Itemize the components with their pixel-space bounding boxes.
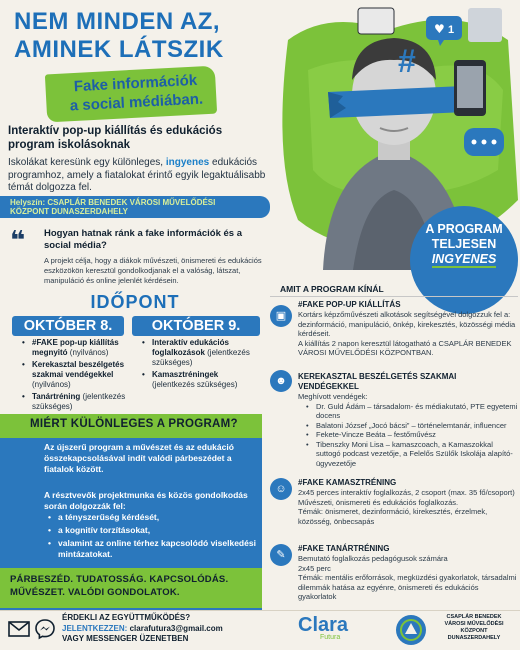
program-item-head: #FAKE POP-UP KIÁLLÍTÁS	[298, 300, 401, 309]
list-item: • Dr. Guld Ádám – társadalom- és médiakutató, PTE egyetemi docens	[298, 402, 518, 421]
program-item-body: Témák: mentális erőforrások, megküzdési gyakorlatok, társadalmi dilemmák hatása az egyénre, önismereti és edukációs gyakorlatok	[298, 573, 517, 601]
why-title: MIÉRT KÜLÖNLEGES A PROGRAM?	[30, 418, 238, 430]
program-item-body: Meghívott vendégek:	[298, 392, 368, 401]
why-paragraph-1: Az újszerű program a művészet és az edukáció összekapcsolásával indít valódi párbeszédet a fiatalok között.	[44, 442, 234, 474]
location-line-2: KÖZPONT DUNASZERDAHELY	[10, 207, 128, 216]
program-item-body: Témák: önismeret, dezinformáció, kirekesztés, érzelmek, közösség, önbecsapás	[298, 507, 488, 526]
subtitle-line-1: Interaktív pop-up kiállítás és edukációs	[8, 125, 223, 137]
like-count: 1	[448, 24, 455, 36]
list-item: • a kognitív torzításokat,	[48, 525, 258, 536]
free-program-text	[410, 222, 518, 267]
intro-part-2: edukációs programhoz, amely a fiatalokat érintő egyik legaktuálisabb témát dolgozza fel.	[8, 157, 266, 193]
slogan-line-2: MŰVÉSZET. VALÓDI GONDOLATOK.	[10, 587, 180, 598]
fake-info-line-2: a social médiában.	[69, 90, 204, 115]
question-body: A projekt célja, hogy a diákok művészeti, önismereti és edukációs eszközökön keresztül gondolkodjanak el a valóság, látszat, manipuláció és online jelenlét kérdésein.	[44, 256, 262, 285]
clara-logo: Clara	[298, 614, 349, 636]
program-item-roundtable	[298, 372, 518, 468]
program-item-body: Bemutató foglalkozás pedagógusok számára	[298, 554, 448, 563]
program-subtitle	[8, 124, 258, 152]
contact-line-1: ÉRDEKLI AZ EGYÜTTMŰKÖDÉS?	[62, 613, 191, 622]
program-item-body: Művészeti, önismereti és edukációs foglalkozás.	[298, 497, 459, 507]
gallery-icon: ▣	[270, 305, 292, 327]
people-icon: ☺	[270, 478, 292, 500]
contact-label: JELENTKEZZEN:	[62, 623, 128, 633]
hashtag-icon: #	[398, 43, 416, 79]
date-october-9: OKTÓBER 9.	[132, 316, 260, 336]
list-item: • Tibenszky Moni Lisa – kamaszcoach, a Kamaszokkal suttogó podcast vezetője, a Felelős Szülők Iskolája alapító-ügyvezetője	[298, 440, 518, 469]
list-item: • valamint az online térhez kapcsolódó viselkedési mintázatokat.	[48, 538, 258, 560]
promo-line-1: A PROGRAM	[425, 222, 503, 236]
promo-line-2: TELJESEN	[431, 237, 497, 251]
clara-logo-sub: Futura	[320, 634, 341, 641]
intro-highlight: ingyenes	[165, 157, 210, 168]
list-item: • Tanártréning (jelentkezés szükséges)	[22, 392, 132, 412]
contact-text	[62, 613, 282, 645]
mail-icon[interactable]	[8, 619, 30, 639]
location-line-1: Helyszín: CSAPLÁR BENEDEK VÁROSI MŰVELŐDÉSI	[10, 198, 216, 207]
slogan-line-1: PÁRBESZÉD. TUDATOSSÁG. KAPCSOLÓDÁS.	[10, 574, 229, 585]
list-item: • Balatoni József „Jocó bácsi” – történelemtanár, influencer	[298, 421, 518, 431]
headline	[14, 8, 244, 64]
date-october-8: OKTÓBER 8.	[12, 316, 124, 336]
guest-list	[298, 402, 518, 469]
list-item: • Interaktív edukációs foglalkozások (jelentkezés szükséges)	[142, 338, 262, 368]
fake-info-line-1: Fake információk	[73, 71, 198, 96]
headline-line-1: NEM MINDEN AZ,	[14, 8, 221, 35]
quote-icon: ❝	[10, 225, 26, 255]
why-list	[48, 512, 258, 562]
program-item-head: KEREKASZTAL BESZÉLGETÉS SZAKMAI VENDÉGEKKEL	[298, 372, 457, 391]
crest-text: CSAPLÁR BENEDEK VÁROSI MŰVELŐDÉSI KÖZPONT DUNASZERDAHELY	[444, 614, 504, 641]
group-icon: ☻	[270, 370, 292, 392]
promo-line-3: INGYENES	[431, 252, 497, 266]
schedule-title: IDŐPONT	[90, 292, 180, 312]
program-item-exhibition	[298, 300, 516, 358]
intro-part-1: Iskolákat keresünk egy különleges,	[8, 157, 164, 168]
program-offer-title: AMIT A PROGRAM KÍNÁL	[280, 284, 384, 294]
program-divider	[270, 296, 518, 297]
day1-list	[22, 338, 132, 414]
program-item-teen-training	[298, 478, 518, 526]
program-item-body: 2x45 perc	[298, 563, 331, 573]
contact-email-link[interactable]: clarafutura3@gmail.com	[129, 623, 223, 633]
why-paragraph-2: A résztvevők projektmunka és közös gondolkodás során dolgozzák fel:	[44, 490, 248, 511]
day2-list	[142, 338, 262, 392]
heart-icon: ♥	[434, 22, 445, 36]
intro-text	[8, 157, 268, 195]
list-item: • #FAKE pop-up kiállítás megnyitó (nyilvános)	[22, 338, 132, 358]
program-item-body: Kortárs képzőművészeti alkotások segítségével dolgozzuk fel a: dezinformáció, manipuláció, önkép, kirekesztés, közösségi média kérdéseit.	[298, 310, 516, 338]
program-item-head: #FAKE TANÁRTRÉNING	[298, 544, 390, 553]
location-text	[10, 198, 265, 216]
presenter-icon: ✎	[270, 544, 292, 566]
slogan	[10, 573, 260, 599]
program-item-head: #FAKE KAMASZTRÉNING	[298, 478, 397, 487]
program-item-body: A kiállítás 2 napon keresztül látogatható a CSAPLÁR BENEDEK VÁROSI MŰVELŐDÉSI KÖZPONTBAN.	[298, 338, 512, 357]
messenger-icon[interactable]	[34, 618, 56, 640]
list-item: • Fekete-Vincze Beáta – festőművész	[298, 430, 518, 440]
subtitle-line-2: program iskolásoknak	[8, 139, 131, 151]
program-item-body: 2x45 perces interaktív foglalkozás, 2 csoport (max. 35 fő/csoport)	[298, 488, 515, 497]
list-item: • Kerekasztal beszélgetés szakmai vendégekkel (nyilvános)	[22, 360, 132, 390]
list-item: • Kamasztréningek (jelentkezés szükséges)	[142, 370, 262, 390]
contact-line-3: VAGY MESSENGER ÜZENETBEN	[62, 634, 189, 643]
question-title: Hogyan hatnak ránk a fake információk és a social média?	[44, 228, 242, 251]
headline-line-2: AMINEK LÁTSZIK	[14, 36, 224, 63]
crest-logo-icon	[395, 614, 427, 646]
program-item-teacher-training	[298, 544, 518, 602]
list-item: • a tényszerűség kérdését,	[48, 512, 258, 523]
